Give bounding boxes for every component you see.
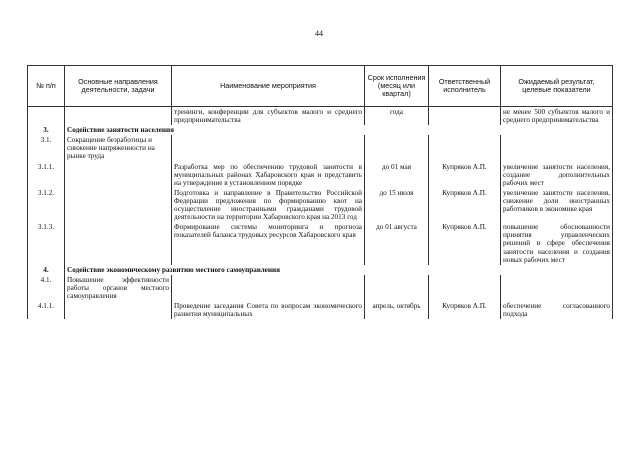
row-result: обеспечение согласованного подхода xyxy=(501,301,613,319)
section-number: 3. xyxy=(28,125,65,135)
table-row xyxy=(28,275,613,301)
row-event: Подготовка и направление в Правительство Российской Федерации предложения по формированию квот на осуществление иностранными гражданами трудовой деятельности на территории Хабаровского края на 2013 год xyxy=(172,188,365,222)
table-row xyxy=(28,162,613,188)
row-direction: Сокращение безработицы и снижение напряженности на рынке труда xyxy=(65,135,172,161)
row-number: 4.1. xyxy=(28,275,65,301)
row-responsible: Купряков А.П. xyxy=(429,222,501,264)
section-row xyxy=(28,125,613,135)
row-deadline: апрель, октябрь xyxy=(365,301,429,319)
row-number: 3.1. xyxy=(28,135,65,161)
row-number xyxy=(28,107,65,126)
header-event-name: Наименование мероприятия xyxy=(172,66,365,107)
header-directions: Основные направления деятельности, задачи xyxy=(65,66,172,107)
header-expected-result: Ожидаемый результат, целевые показатели xyxy=(501,66,613,107)
row-deadline: до 01 мая xyxy=(365,162,429,188)
section-number: 4. xyxy=(28,265,65,275)
row-event: Проведение заседания Совета по вопросам экономического развития муниципальных xyxy=(172,301,365,319)
page-number: 44 xyxy=(315,29,323,38)
header-number: № п/п xyxy=(28,66,65,107)
row-responsible: Купряков А.П. xyxy=(429,301,501,319)
row-event: тренинги, конференции для субъектов малого и среднего предпринимательства xyxy=(172,107,365,126)
table-header xyxy=(28,66,613,107)
row-result: увеличение занятости населения, создание дополнительных рабочих мест xyxy=(501,162,613,188)
table-row xyxy=(28,135,613,161)
row-responsible: Купряков А.П. xyxy=(429,162,501,188)
row-event: Формирование системы мониторинга и прогноза показателей баланса трудовых ресурсов Хабаровского края xyxy=(172,222,365,264)
row-deadline: до 15 июля xyxy=(365,188,429,222)
row-responsible xyxy=(429,107,501,126)
row-result: не менее 500 субъектов малого и среднего предпринимательства xyxy=(501,107,613,126)
row-deadline: года xyxy=(365,107,429,126)
row-deadline: до 01 августа xyxy=(365,222,429,264)
row-number: 3.1.2. xyxy=(28,188,65,222)
table-row xyxy=(28,107,613,126)
table-row xyxy=(28,222,613,264)
table-row xyxy=(28,301,613,319)
row-responsible: Купряков А.П. xyxy=(429,188,501,222)
row-event: Разработка мер по обеспечению трудовой занятости в муниципальных районах Хабаровского края и представить на утверждение в установленном порядке xyxy=(172,162,365,188)
section-row xyxy=(28,265,613,275)
header-responsible: Ответственный исполнитель xyxy=(429,66,501,107)
row-result: увеличение занятости населения, снижение доли иностранных работников в экономике края xyxy=(501,188,613,222)
table-row xyxy=(28,188,613,222)
row-direction xyxy=(65,107,172,126)
section-title: Содействие экономическому развитию местного самоуправления xyxy=(65,265,613,275)
row-number: 3.1.1. xyxy=(28,162,65,188)
row-direction: Повышение эффективности работы органов местного самоуправления xyxy=(65,275,172,301)
row-number: 3.1.3. xyxy=(28,222,65,264)
row-result: повышение обоснованности принятия управленческих решений в сфере обеспечения занятости населения и создания новых рабочих мест xyxy=(501,222,613,264)
header-deadline: Срок исполнения (месяц или квартал) xyxy=(365,66,429,107)
action-plan-table xyxy=(27,65,613,319)
section-title: Содействие занятости населения xyxy=(65,125,613,135)
row-number: 4.1.1. xyxy=(28,301,65,319)
